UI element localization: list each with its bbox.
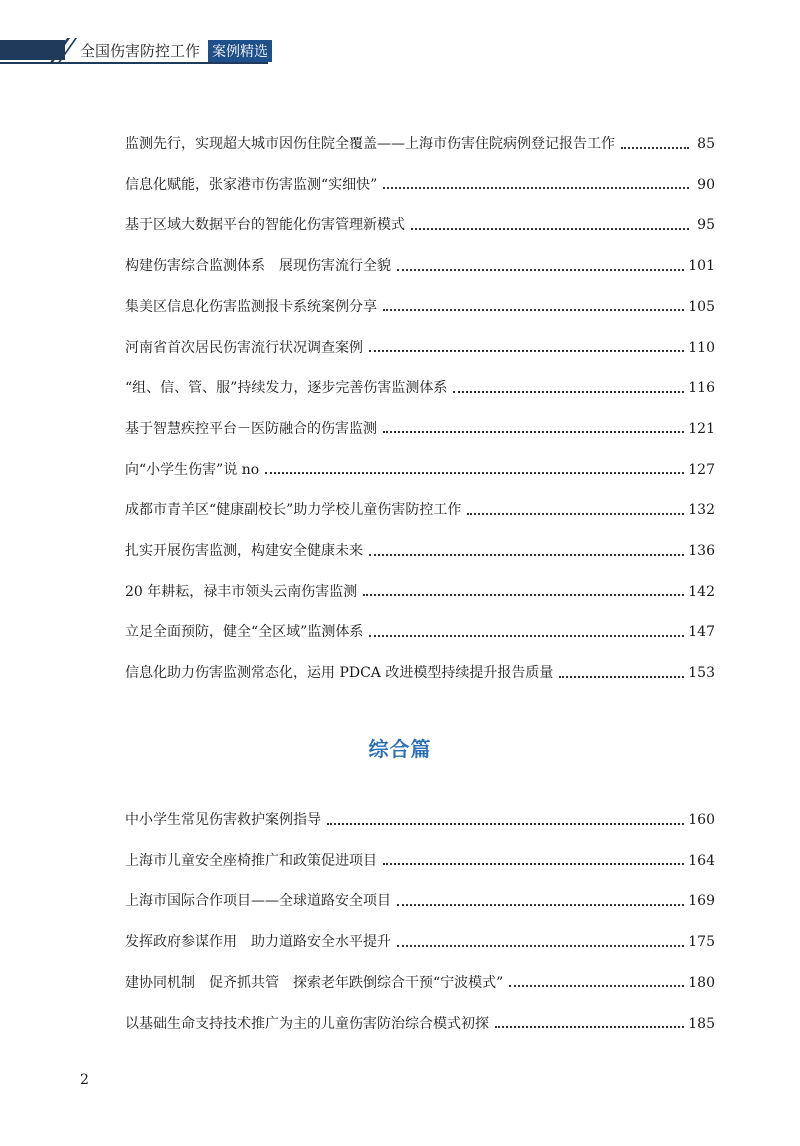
toc-leader-dots (383, 308, 684, 311)
toc-entry[interactable] (125, 661, 715, 685)
running-header (0, 30, 800, 70)
header-badge: 案例精选 (208, 40, 272, 62)
toc-entry-page: 110 (688, 339, 715, 356)
toc-entry[interactable] (125, 808, 715, 832)
toc-entry-page: 105 (688, 298, 715, 315)
toc-leader-dots (363, 593, 684, 596)
toc-entry[interactable] (125, 620, 715, 644)
toc-entry-page: 132 (688, 502, 715, 519)
toc-entry-title: 河南省首次居民伤害流行状况调查案例 (125, 339, 363, 356)
toc-entry-title: 以基础生命支持技术推广为主的儿童伤害防治综合模式初探 (125, 1015, 489, 1032)
toc-entry[interactable] (125, 458, 715, 482)
toc-entry-page: 147 (688, 624, 715, 641)
toc-leader-dots (453, 390, 684, 393)
toc-leader-dots (397, 268, 684, 271)
toc-leader-dots (621, 146, 689, 149)
toc-entry-title: 向“小学生伤害”说 no (125, 461, 260, 478)
toc-entry-page: 164 (688, 852, 715, 869)
toc-entry-title: 成都市青羊区“健康副校长”助力学校儿童伤害防控工作 (125, 502, 462, 519)
toc-entry-page: 121 (688, 420, 715, 437)
section-title: 综合篇 (368, 737, 432, 761)
toc-entry[interactable] (125, 132, 715, 156)
toc-entry[interactable] (125, 971, 715, 995)
toc-entry[interactable] (125, 173, 715, 197)
toc-entry-title: 中小学生常见伤害救护案例指导 (125, 812, 321, 828)
toc-leader-dots (411, 227, 689, 230)
toc-entry-page: 169 (688, 893, 715, 910)
toc-entry-title: 上海市儿童安全座椅推广和政策促进项目 (125, 852, 377, 869)
toc-leader-dots (369, 634, 684, 637)
toc-leader-dots (327, 822, 684, 825)
toc-entry[interactable] (125, 889, 715, 913)
toc-entry[interactable] (125, 213, 715, 237)
header-title: 全国伤害防控工作 (80, 42, 201, 60)
toc-entry-page: 136 (688, 543, 715, 559)
toc-entry-page: 185 (688, 1015, 715, 1032)
toc-entry-page: 127 (688, 461, 715, 478)
toc-entry-page: 160 (688, 812, 715, 828)
toc-entry[interactable] (125, 849, 715, 873)
toc-entry-title: 基于智慧疾控平台－医防融合的伤害监测 (125, 420, 377, 437)
toc-entry-title: 信息化助力伤害监测常态化，运用 PDCA 改进模型持续提升报告质量 (125, 665, 554, 682)
toc-leader-dots (383, 862, 684, 865)
toc-entry-title: 信息化赋能，张家港市伤害监测“实细快” (125, 176, 378, 193)
toc-entry-page: 116 (688, 380, 715, 397)
toc-entry-page: 142 (688, 583, 715, 600)
toc-entry-page: 175 (688, 934, 715, 951)
toc-entry[interactable] (125, 417, 715, 441)
toc-entry[interactable] (125, 930, 715, 954)
toc-entry-title: 上海市国际合作项目——全球道路安全项目 (125, 893, 391, 910)
toc-entry[interactable] (125, 1012, 715, 1036)
toc-entry-title: 发挥政府参谋作用 助力道路安全水平提升 (125, 934, 391, 951)
toc-entry-title: 构建伤害综合监测体系 展现伤害流行全貌 (125, 258, 391, 275)
toc-leader-dots (369, 553, 684, 556)
toc-entry-page: 90 (697, 176, 715, 193)
toc-entry-page: 153 (688, 665, 715, 682)
toc-entry-title: 基于区域大数据平台的智能化伤害管理新模式 (125, 217, 405, 234)
toc-leader-dots (559, 675, 684, 678)
toc-entry-title: 20 年耕耘，禄丰市领头云南伤害监测 (125, 583, 358, 600)
toc-entry-title: 建协同机制 促齐抓共管 探索老年跌倒综合干预“宁波模式” (125, 974, 504, 991)
toc-leader-dots (397, 903, 684, 906)
toc-entry-title: 集美区信息化伤害监测报卡系统案例分享 (125, 298, 377, 315)
toc-entry-title: 扎实开展伤害监测，构建安全健康未来 (125, 543, 363, 559)
toc-leader-dots (495, 1025, 684, 1028)
toc-leader-dots (383, 186, 689, 189)
toc-entry[interactable] (125, 498, 715, 522)
toc-leader-dots (265, 471, 684, 474)
toc-entry-page: 180 (688, 974, 715, 991)
toc-entry-page: 101 (688, 258, 715, 275)
toc-entry[interactable] (125, 580, 715, 604)
toc-entry[interactable] (125, 254, 715, 278)
toc-leader-dots (467, 512, 684, 515)
toc-entry[interactable] (125, 336, 715, 360)
toc-entry[interactable] (125, 539, 715, 563)
toc-leader-dots (383, 430, 684, 433)
toc-entry[interactable] (125, 376, 715, 400)
toc-entry-title: 立足全面预防，健全“全区域”监测体系 (125, 624, 364, 641)
toc-leader-dots (509, 984, 684, 987)
page-number: 2 (80, 1072, 89, 1088)
toc-leader-dots (369, 349, 684, 352)
toc-entry-page: 95 (697, 217, 715, 234)
header-rule (0, 62, 268, 64)
toc-entry[interactable] (125, 295, 715, 319)
toc-entry-title: “组、信、管、服”持续发力，逐步完善伤害监测体系 (125, 380, 448, 397)
toc-entry-title: 监测先行，实现超大城市因伤住院全覆盖——上海市伤害住院病例登记报告工作 (125, 136, 615, 152)
toc-entry-page: 85 (697, 136, 715, 152)
toc-leader-dots (397, 944, 684, 947)
